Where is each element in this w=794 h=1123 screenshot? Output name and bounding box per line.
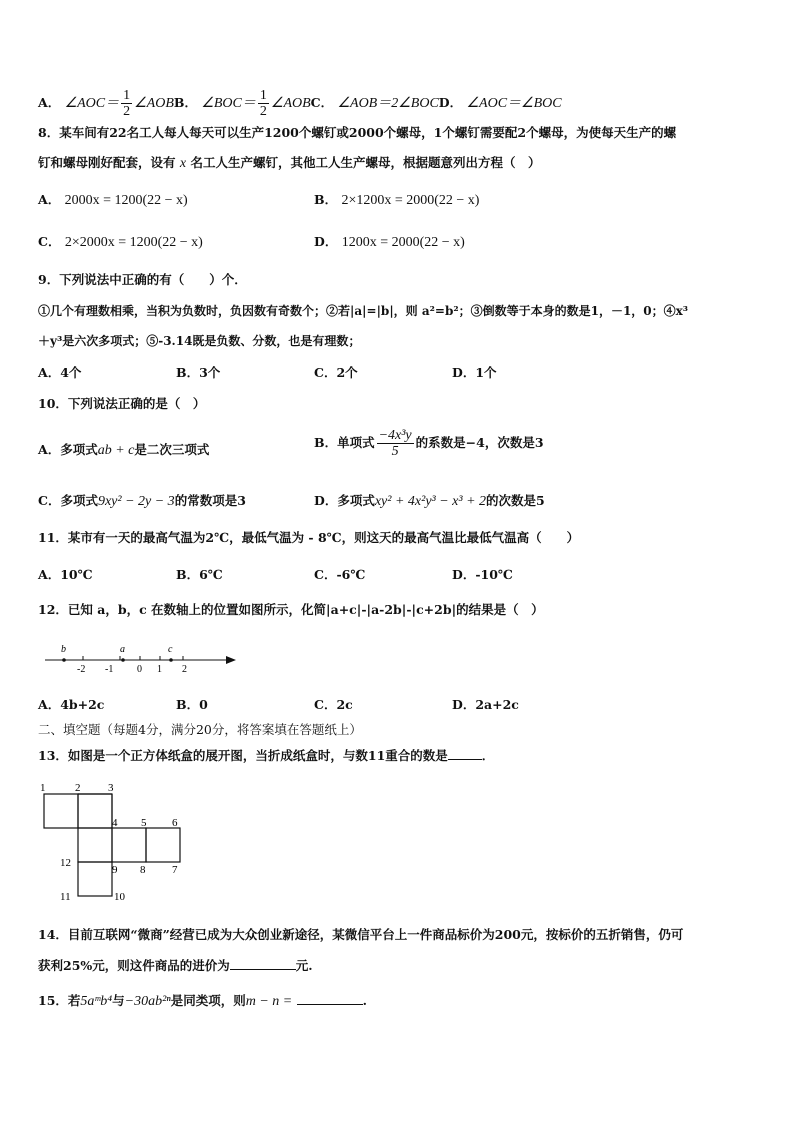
q13-stem-end: ． <box>481 748 495 763</box>
q15-expr-3: m − n = <box>245 994 293 1009</box>
fraction-denominator: 5 <box>391 444 399 459</box>
net-label: 2 <box>75 782 81 794</box>
q12-option-a: A．4b+2c <box>38 697 105 712</box>
q10-option-c-post: 的常数项是3 <box>174 493 246 508</box>
q12-number-line <box>40 640 240 676</box>
q8-option-b-expr: 2×1200x = 2000(22 − x) <box>341 193 480 208</box>
q8-option-c <box>38 233 203 252</box>
q8-option-b-label: B． <box>314 192 338 207</box>
tick-label: 2 <box>182 664 187 675</box>
tick-label: -2 <box>77 664 86 675</box>
q10-option-b-pre: B．单项式 <box>314 435 375 450</box>
q7-option-b-expr-right: ∠AOB <box>270 96 311 111</box>
q11-option-a: A．10℃ <box>38 567 93 582</box>
fraction-denominator: 2 <box>123 104 131 119</box>
q10-option-b-fraction <box>377 428 414 459</box>
q7-option-d-label: D． <box>438 95 463 110</box>
q15-expr-2: −30ab²ⁿ <box>124 994 171 1009</box>
net-label: 6 <box>172 817 178 829</box>
net-label: 9 <box>112 864 118 876</box>
q9-option-b: B．3个 <box>176 365 221 380</box>
net-label: 3 <box>108 782 114 794</box>
q14-line-2b: 元. <box>295 958 313 973</box>
q15-mid: 与 <box>112 993 125 1008</box>
q9-option-d: D．1个 <box>452 365 497 380</box>
q13-cube-net-figure <box>38 780 188 904</box>
q8-option-a-label: A． <box>38 192 61 207</box>
q9-statement-line-1: ①几个有理数相乘，当积为负数时，负因数有奇数个；②若|a|=|b|，则 a²=b²；③倒数等于本身的数是1，－1，0；④x³ <box>38 304 689 318</box>
section-2-heading: 二、填空题（每题4分，满分20分，将答案填在答题纸上） <box>38 722 362 737</box>
q10-option-d-post: 的次数是5 <box>486 493 545 508</box>
q7-option-b-expr-left: ∠BOC＝ <box>201 96 256 111</box>
point-c <box>169 658 173 662</box>
point-label-c: c <box>168 644 173 655</box>
net-label: 5 <box>141 817 147 829</box>
q15-pre: 15．若 <box>38 993 81 1008</box>
tick-label: -1 <box>105 664 114 675</box>
q10-option-d-expr: xy² + 4x²y³ − x³ + 2 <box>374 494 487 509</box>
q14-answer-blank <box>230 969 296 970</box>
q7-option-b-fraction <box>258 88 269 119</box>
fraction-denominator: 2 <box>259 104 267 119</box>
q7-options-row <box>38 88 562 119</box>
point-a <box>121 658 125 662</box>
q7-option-b-label: B． <box>173 95 197 110</box>
q10-option-d <box>314 492 545 511</box>
point-b <box>62 658 66 662</box>
q7-option-d-expr: ∠AOC＝∠BOC <box>466 96 562 111</box>
fraction-numerator: 1 <box>123 88 131 103</box>
q7-option-a-fraction <box>121 88 132 119</box>
q11-option-b: B．6℃ <box>176 567 223 582</box>
net-label: 8 <box>140 864 146 876</box>
q8-line-1: 8．某车间有22名工人每人每天可以生产1200个螺钉或2000个螺母，1个螺钉需要配2个螺母，为使每天生产的螺 <box>38 125 677 140</box>
q14-line-2 <box>38 957 313 975</box>
q10-option-a-post: 是二次三项式 <box>134 442 210 457</box>
fraction-numerator: −4x³y <box>378 428 412 443</box>
tick-label: 0 <box>137 664 142 675</box>
cube-net-squares <box>44 794 180 896</box>
q8-option-d-expr: 1200x = 2000(22 − x) <box>341 235 465 250</box>
point-label-a: a <box>120 644 125 655</box>
q10-option-c-expr: 9xy² − 2y − 3 <box>97 494 175 509</box>
q10-option-b-post: 的系数是−4，次数是3 <box>415 435 544 450</box>
number-line-ticks <box>83 656 183 660</box>
q7-option-a-label: A． <box>38 95 61 110</box>
q10-option-c <box>38 492 246 511</box>
q8-option-d-label: D． <box>314 234 338 249</box>
q10-option-a-pre: A．多项式 <box>38 442 98 457</box>
q12-option-b: B．0 <box>176 697 208 712</box>
q8-option-a-expr: 2000x = 1200(22 − x) <box>64 193 188 208</box>
fraction-numerator: 1 <box>259 88 267 103</box>
q7-option-a-expr-left: ∠AOC＝ <box>64 96 120 111</box>
q15-end: . <box>362 993 367 1008</box>
q15-post: 是同类项，则 <box>170 993 246 1008</box>
net-label: 11 <box>60 891 71 903</box>
net-label: 1 <box>40 782 46 794</box>
q8-option-b <box>314 191 479 210</box>
q8-option-d <box>314 233 465 252</box>
q10-option-c-pre: C．多项式 <box>38 493 98 508</box>
q11-option-d: D．-10℃ <box>452 567 513 582</box>
q10-option-b <box>314 428 544 459</box>
q10-stem: 10．下列说法正确的是（ ） <box>38 396 206 411</box>
q11-option-c: C．-6℃ <box>314 567 366 582</box>
q7-option-c-label: C． <box>310 95 334 110</box>
q8-option-c-label: C． <box>38 234 61 249</box>
q7-option-c-expr: ∠AOB＝2∠BOC <box>337 96 439 111</box>
q14-line-2a: 获利25%元，则这件商品的进价为 <box>38 958 230 973</box>
arrow-right-icon <box>226 656 236 664</box>
q13-stem-text: 13．如图是一个正方体纸盒的展开图，当折成纸盒时，与数11重合的数是 <box>38 748 448 763</box>
q8-option-c-expr: 2×2000x = 1200(22 − x) <box>64 235 203 250</box>
q15-answer-blank <box>297 1004 363 1005</box>
q9-option-a: A．4个 <box>38 365 82 380</box>
q15-expr-1: 5aᵐb⁴ <box>80 994 113 1009</box>
q12-stem: 12．已知 a，b，c 在数轴上的位置如图所示，化简|a+c|-|a-2b|-|c+2b|的结果是（ ） <box>38 602 544 617</box>
q15-line <box>38 992 367 1011</box>
q8-variable: x <box>179 156 187 171</box>
net-label: 10 <box>114 891 125 903</box>
q7-option-a-expr-right: ∠AOB <box>134 96 174 111</box>
q12-option-d: D．2a+2c <box>452 697 519 712</box>
cube-net-labels <box>40 782 178 903</box>
net-label: 7 <box>172 864 178 876</box>
net-label: 12 <box>60 857 71 869</box>
q8-line-2a: 钉和螺母刚好配套，设有 <box>38 155 176 170</box>
q13-stem <box>38 747 494 765</box>
q14-line-1: 14．目前互联网“微商”经营已成为大众创业新途径，某微信平台上一件商品标价为200元，按标价的五折销售，仍可 <box>38 927 684 942</box>
point-label-b: b <box>61 644 66 655</box>
q10-option-a <box>38 441 209 460</box>
q12-option-c: C．2c <box>314 697 353 712</box>
tick-label: 1 <box>157 664 162 675</box>
net-label: 4 <box>112 817 118 829</box>
q10-option-d-pre: D．多项式 <box>314 493 375 508</box>
q8-option-a <box>38 191 188 210</box>
q9-statement-line-2: ＋y³是六次多项式；⑤-3.14既是负数、分数，也是有理数； <box>38 334 361 348</box>
q9-option-c: C．2个 <box>314 365 358 380</box>
q9-stem: 9．下列说法中正确的有（ ）个． <box>38 272 247 287</box>
q13-answer-blank <box>448 759 482 760</box>
q10-option-a-expr: ab + c <box>97 443 135 458</box>
q8-line-2b: 名工人生产螺钉，其他工人生产螺母，根据题意列出方程（ ） <box>190 155 541 170</box>
q11-stem: 11．某市有一天的最高气温为2℃，最低气温为 - 8℃，则这天的最高气温比最低气温高（ ） <box>38 530 580 545</box>
q8-line-2 <box>38 154 540 173</box>
